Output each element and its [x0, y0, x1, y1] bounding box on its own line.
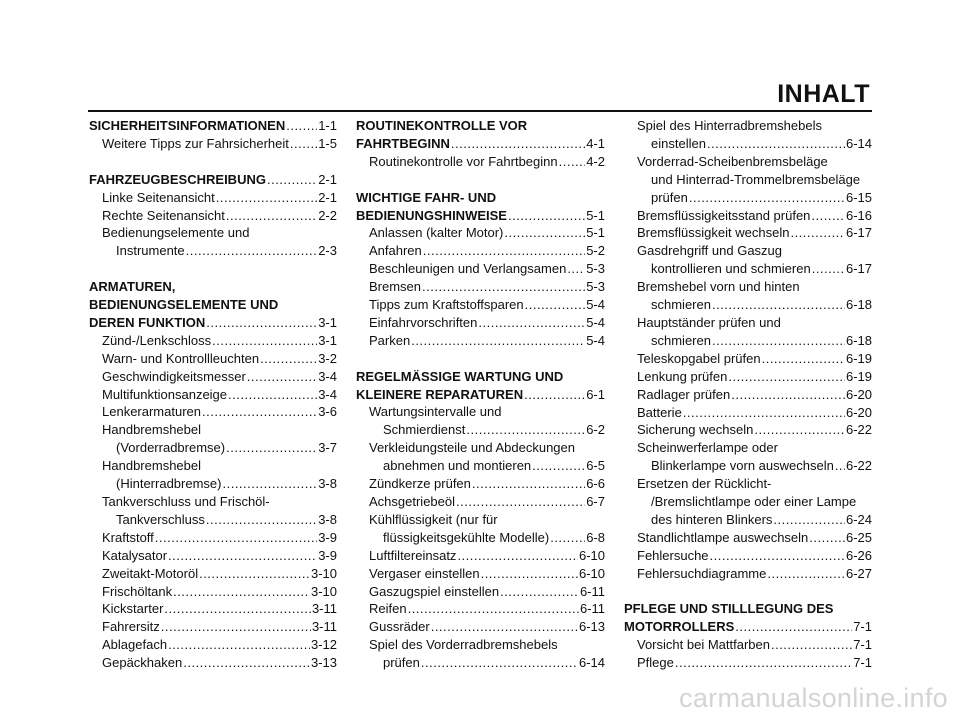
toc-entry[interactable] [624, 224, 872, 242]
dot-leader [226, 207, 317, 225]
toc-page-number: 6-11 [579, 601, 605, 617]
toc-entry[interactable] [356, 547, 605, 565]
toc-entry-title: Lenkerarmaturen [102, 404, 201, 420]
toc-entry-title: Beschleunigen und Verlangsamen [369, 261, 567, 277]
toc-page-number: 1-5 [318, 135, 337, 151]
dot-leader [451, 135, 585, 153]
toc-entry-title: flüssigkeitsgekühlte Modelle) [383, 529, 550, 545]
toc-entry[interactable] [89, 654, 337, 672]
toc-entry-title: des hinteren Blinkers [651, 511, 773, 527]
toc-entry-title: Gaszugspiel einstellen [369, 583, 500, 599]
toc-page-number: 2-2 [318, 207, 337, 223]
toc-page-number: 3-7 [318, 440, 337, 456]
toc-entry-title: Ablagefach [102, 637, 168, 653]
toc-entry-line: Spiel des Vorderradbremshebels [369, 637, 558, 653]
toc-entry-title: (Hinterradbremse) [116, 476, 222, 492]
toc-page-number: 2-1 [318, 171, 337, 187]
dot-leader [456, 493, 585, 511]
toc-entry-title: Standlichtlampe auswechseln [637, 529, 809, 545]
toc-entry-title: Anlassen (kalter Motor) [369, 225, 504, 241]
toc-entry-title: FAHRZEUGBESCHREIBUNG [89, 171, 266, 187]
toc-page-number: 6-10 [578, 565, 605, 581]
toc-page-number: 3-4 [318, 368, 337, 384]
toc-page-number: 6-20 [845, 404, 872, 420]
toc-page-number: 3-1 [318, 332, 337, 348]
toc-entry-title: (Vorderradbremse) [116, 440, 226, 456]
toc-entry[interactable] [89, 511, 337, 529]
dot-leader [525, 296, 586, 314]
toc-entry-line: Wartungsintervalle und [369, 404, 502, 420]
toc-entry-title: SICHERHEITSINFORMATIONEN [89, 118, 286, 133]
toc-entry-title: Vorsicht bei Mattfarben [637, 637, 770, 653]
dot-leader [771, 636, 852, 654]
toc-page-number: 6-25 [845, 529, 872, 545]
dot-leader [228, 386, 317, 404]
dot-leader [216, 189, 317, 207]
toc-entry-title: Batterie [637, 404, 682, 420]
dot-leader [767, 565, 845, 583]
dot-leader [712, 332, 845, 350]
dot-leader [421, 654, 578, 672]
toc-section-heading-line: ROUTINEKONTROLLE VOR [356, 118, 528, 133]
dot-leader [728, 368, 845, 386]
dot-leader [508, 207, 585, 225]
toc-entry-title: Kraftstoff [102, 529, 154, 545]
dot-leader [206, 511, 317, 529]
dot-leader [431, 618, 578, 636]
toc-page-number: 5-3 [586, 279, 605, 295]
toc-entry[interactable] [356, 242, 605, 260]
toc-page-number: 4-2 [586, 153, 605, 169]
toc-entry[interactable] [356, 278, 605, 296]
toc-page-number: 6-20 [845, 386, 872, 402]
toc-section-entry[interactable] [624, 618, 872, 636]
toc-entry[interactable] [89, 565, 337, 583]
toc-section-heading-line: ARMATUREN, [89, 279, 176, 295]
toc-page-number: 5-1 [586, 207, 605, 223]
toc-page-number: 3-10 [310, 565, 337, 581]
dot-leader [222, 475, 317, 493]
toc-entry[interactable] [356, 618, 605, 636]
toc-entry-line: /Bremslichtlampe oder einer Lampe [651, 494, 857, 510]
toc-entry-title: Blinkerlampe vorn auswechseln [651, 458, 834, 474]
toc-page-number: 6-22 [845, 422, 872, 438]
toc-page-number: 6-6 [586, 476, 605, 492]
dot-leader [550, 529, 585, 547]
toc-page-number: 6-27 [845, 565, 872, 581]
toc-entry[interactable] [624, 386, 872, 404]
toc-entry-title: Rechte Seitenansicht [102, 207, 225, 223]
toc-page-number: 6-17 [845, 225, 872, 241]
toc-entry-title: schmieren [651, 332, 711, 348]
toc-entry-line: und Hinterrad-Trommelbremsbeläge [651, 171, 861, 187]
toc-page-number: 6-24 [845, 511, 872, 527]
dot-leader [710, 547, 845, 565]
toc-entry-title: Sicherung wechseln [637, 422, 754, 438]
dot-leader [422, 278, 585, 296]
toc-entry-title: Tipps zum Kraftstoffsparen [369, 297, 524, 313]
toc-entry-title: Bremsen [369, 279, 422, 295]
toc-page-number: 3-2 [318, 350, 337, 366]
toc-page-number: 6-14 [845, 135, 872, 151]
dot-leader [532, 457, 585, 475]
toc-spacer [89, 153, 337, 171]
toc-page-number: 6-18 [845, 297, 872, 313]
toc-entry[interactable] [624, 565, 872, 583]
toc-entry[interactable] [356, 314, 605, 332]
toc-page-number: 7-1 [853, 619, 872, 635]
dot-leader [500, 583, 579, 601]
toc-entry[interactable] [89, 529, 337, 547]
toc-page-number: 6-7 [586, 494, 605, 509]
toc-page-number: 6-13 [578, 619, 605, 635]
toc-entry-title: Multifunktionsanzeige [102, 386, 228, 402]
toc-entry[interactable] [624, 189, 872, 207]
toc-section-heading-line: PFLEGE UND STILLLEGUNG DES [624, 601, 834, 617]
toc-entry-title: Fehlersuche [637, 547, 709, 563]
toc-page-number: 2-3 [318, 243, 337, 259]
toc-page-number: 6-11 [579, 583, 605, 599]
dot-leader [675, 654, 852, 672]
toc-spacer [89, 260, 337, 278]
toc-entry[interactable] [624, 421, 872, 439]
toc-page-number: 6-18 [845, 332, 872, 348]
dot-leader [290, 135, 317, 153]
toc-entry-title: Einfahrvorschriften [369, 314, 478, 330]
toc-page-number: 6-22 [845, 458, 872, 474]
toc-entry[interactable] [356, 600, 605, 618]
toc-section-entry[interactable] [89, 171, 337, 189]
toc-section-entry[interactable] [356, 207, 605, 225]
toc-entry[interactable] [624, 350, 872, 368]
toc-section-entry[interactable] [89, 314, 337, 332]
dot-leader [199, 565, 310, 583]
toc-entry[interactable] [624, 404, 872, 422]
toc-entry-line: Spiel des Hinterradbremshebels [637, 118, 822, 133]
toc-entry-title: schmieren [651, 297, 711, 313]
toc-page-number: 6-19 [845, 350, 872, 366]
toc-section-heading-line: BEDIENUNGSELEMENTE UND [89, 297, 279, 313]
toc-entry[interactable] [89, 583, 337, 601]
toc-column-1 [89, 117, 337, 672]
toc-entry-title: BEDIENUNGSHINWEISE [356, 207, 507, 223]
toc-page-number: 5-2 [586, 243, 605, 259]
toc-page-number: 3-8 [318, 511, 337, 527]
toc-page-number: 5-3 [586, 261, 605, 277]
toc-page-number: 5-4 [586, 314, 605, 330]
toc-entry-line: Bremshebel vorn und hinten [637, 279, 800, 295]
dot-leader [411, 332, 585, 350]
toc-entry-title: Fehlersuchdiagramme [637, 565, 767, 581]
toc-section-entry[interactable] [89, 117, 337, 135]
dot-leader [762, 350, 845, 368]
toc-page-number: 7-1 [853, 655, 872, 671]
dot-leader [423, 242, 585, 260]
page-title: INHALT [777, 80, 870, 108]
toc-page-number: 3-4 [318, 386, 337, 402]
toc-entry[interactable] [89, 403, 337, 421]
toc-page-number: 5-1 [586, 225, 605, 241]
dot-leader [683, 404, 845, 422]
dot-leader [186, 242, 318, 260]
toc-entry-title: kontrollieren und schmieren [651, 261, 811, 277]
toc-entry-title: Bremsflüssigkeit wechseln [637, 225, 790, 241]
toc-page-number: 6-8 [586, 529, 605, 545]
toc-entry-title: Bremsflüssigkeitsstand prüfen [637, 207, 811, 223]
dot-leader [835, 457, 845, 475]
toc-entry-title: Zünd-/Lenkschloss [102, 332, 212, 348]
toc-entry-title: MOTORROLLERS [624, 619, 735, 635]
toc-entry-title: Tankverschluss [116, 511, 205, 527]
toc-entry[interactable] [624, 529, 872, 547]
dot-leader [408, 600, 579, 618]
toc-spacer [356, 350, 605, 368]
toc-column-2 [356, 117, 605, 672]
toc-entry-title: Linke Seitenansicht [102, 189, 215, 205]
toc-entry-title: Geschwindigkeitsmesser [102, 368, 246, 384]
toc-entry[interactable] [89, 386, 337, 404]
dot-leader [712, 296, 845, 314]
toc-entry-title: Anfahren [369, 243, 422, 259]
toc-page-number: 3-13 [310, 655, 337, 671]
toc-page-number: 3-1 [318, 314, 337, 330]
toc-entry-line: Gasdrehgriff und Gaszug [637, 243, 783, 259]
dot-leader [689, 189, 845, 207]
dot-leader [267, 171, 317, 189]
toc-page-number: 2-1 [318, 189, 337, 205]
toc-entry-title: Pflege [637, 655, 674, 671]
dot-leader [472, 475, 585, 493]
toc-entry[interactable] [624, 654, 872, 672]
toc-entry[interactable] [89, 475, 337, 493]
toc-spacer [356, 171, 605, 189]
toc-entry-title: prüfen [383, 655, 420, 671]
dot-leader [478, 314, 585, 332]
dot-leader [811, 207, 845, 225]
toc-entry-title: Luftfiltereinsatz [369, 547, 457, 563]
toc-entry-line: Bedienungselemente und [102, 225, 250, 241]
toc-entry[interactable] [356, 296, 605, 314]
toc-entry-title: Weitere Tipps zur Fahrsicherheit [102, 135, 289, 151]
toc-entry-title: KLEINERE REPARATUREN [356, 386, 524, 402]
toc-entry[interactable] [624, 368, 872, 386]
toc-entry-title: Lenkung prüfen [637, 368, 728, 384]
toc-entry[interactable] [624, 332, 872, 350]
toc-entry[interactable] [624, 457, 872, 475]
toc-entry[interactable] [89, 332, 337, 350]
toc-page-number: 6-17 [845, 261, 872, 277]
toc-page-number: 6-5 [586, 458, 605, 474]
toc-section-heading-line: REGELMÄSSIGE WARTUNG UND [356, 368, 564, 384]
toc-page-number: 5-4 [586, 332, 605, 348]
toc-entry[interactable] [89, 600, 337, 618]
toc-spacer [624, 583, 872, 601]
toc-page-number: 3-11 [311, 601, 337, 617]
dot-leader [567, 260, 585, 278]
toc-page-number: 3-10 [310, 583, 337, 599]
toc-entry-line: Handbremshebel [102, 422, 202, 438]
dot-leader [481, 565, 578, 583]
toc-page-number: 5-4 [586, 297, 605, 313]
toc-entry-title: Frischöltank [102, 583, 173, 599]
toc-entry[interactable] [624, 296, 872, 314]
toc-entry[interactable] [356, 583, 605, 601]
dot-leader [202, 403, 317, 421]
toc-entry[interactable] [356, 475, 605, 493]
toc-entry-line: Ersetzen der Rücklicht- [637, 476, 772, 492]
dot-leader [735, 618, 852, 636]
dot-leader [504, 224, 585, 242]
toc-entry-line: Tankverschluss und Frischöl- [102, 494, 270, 509]
toc-entry-title: Radlager prüfen [637, 386, 731, 402]
dot-leader [809, 529, 845, 547]
dot-leader [524, 386, 585, 404]
toc-entry-title: Warn- und Kontrollleuchten [102, 350, 260, 366]
dot-leader [161, 618, 311, 636]
toc-page-number: 6-15 [845, 189, 872, 205]
toc-entry-title: Kickstarter [102, 601, 164, 617]
toc-entry-title: Schmierdienst [383, 422, 466, 438]
toc-entry-title: einstellen [651, 135, 706, 151]
toc-entry[interactable] [624, 636, 872, 654]
toc-section-entry[interactable] [356, 386, 605, 404]
toc-section-heading-line: WICHTIGE FAHR- UND [356, 189, 497, 205]
toc-entry[interactable] [356, 153, 605, 171]
toc-page-number: 4-1 [586, 135, 605, 151]
toc-page-number: 3-6 [318, 404, 337, 420]
toc-entry[interactable] [356, 332, 605, 350]
toc-entry-title: Instrumente [116, 243, 185, 259]
toc-entry-line: Vorderrad-Scheibenbremsbeläge [637, 153, 828, 169]
toc-column-3 [624, 117, 872, 672]
dot-leader [168, 636, 310, 654]
toc-entry-title: Teleskopgabel prüfen [637, 350, 761, 366]
toc-page-number: 6-14 [578, 655, 605, 671]
dot-leader [260, 350, 317, 368]
toc-section-entry[interactable] [356, 135, 605, 153]
toc-page-number: 6-19 [845, 368, 872, 384]
toc-entry[interactable] [89, 439, 337, 457]
toc-entry[interactable] [356, 493, 605, 511]
toc-entry-title: Zweitakt-Motoröl [102, 565, 199, 581]
toc-entry[interactable] [89, 618, 337, 636]
dot-leader [707, 135, 845, 153]
dot-leader [731, 386, 845, 404]
dot-leader [466, 421, 585, 439]
toc-entry-line: Kühlflüssigkeit (nur für [369, 511, 498, 527]
toc-entry[interactable] [89, 636, 337, 654]
toc-entry-title: Routinekontrolle vor Fahrtbeginn [369, 153, 558, 169]
toc-entry[interactable] [356, 654, 605, 672]
toc-entry[interactable] [356, 224, 605, 242]
toc-entry[interactable] [89, 350, 337, 368]
toc-entry-title: Gepäckhaken [102, 655, 183, 671]
toc-entry[interactable] [624, 135, 872, 153]
toc-page-number: 3-8 [318, 476, 337, 492]
toc-page-number: 6-10 [578, 547, 605, 563]
toc-entry-line: Hauptständer prüfen und [637, 314, 781, 330]
toc-entry-title: Reifen [369, 601, 407, 617]
toc-entry-title: abnehmen und montieren [383, 458, 532, 474]
dot-leader [812, 260, 845, 278]
toc-entry[interactable] [624, 511, 872, 529]
toc-page-number: 1-1 [318, 118, 337, 133]
toc-entry[interactable] [89, 189, 337, 207]
toc-entry[interactable] [89, 368, 337, 386]
toc-page-number: 6-1 [586, 386, 605, 402]
dot-leader [226, 439, 317, 457]
toc-entry[interactable] [89, 135, 337, 153]
toc-entry[interactable] [89, 547, 337, 565]
toc-entry-title: prüfen [651, 189, 688, 205]
toc-entry-line: Handbremshebel [102, 458, 202, 474]
dot-leader [286, 117, 317, 135]
toc-page-number: 3-12 [310, 637, 337, 653]
toc-page-number: 3-9 [318, 529, 337, 545]
toc-entry[interactable] [89, 207, 337, 225]
dot-leader [173, 583, 310, 601]
toc-entry-title: Parken [369, 332, 411, 348]
dot-leader [754, 421, 845, 439]
toc-entry-line: Verkleidungsteile und Abdeckungen [369, 440, 575, 456]
toc-entry-title: Gussräder [369, 619, 430, 635]
toc-entry[interactable] [356, 260, 605, 278]
toc-page-number: 6-16 [845, 207, 872, 223]
dot-leader [790, 224, 845, 242]
toc-entry[interactable] [624, 260, 872, 278]
dot-leader [183, 654, 310, 672]
toc-page-number: 7-1 [853, 637, 872, 653]
watermark-text: carmanualsonline.info [679, 683, 948, 713]
toc-entry-title: DEREN FUNKTION [89, 314, 206, 330]
toc-entry-title: Vergaser einstellen [369, 565, 480, 581]
toc-entry[interactable] [356, 565, 605, 583]
toc-entry-title: Fahrersitz [102, 619, 160, 635]
toc-entry[interactable] [624, 207, 872, 225]
toc-entry-title: Katalysator [102, 547, 168, 563]
toc-entry[interactable] [356, 457, 605, 475]
dot-leader [206, 314, 317, 332]
title-rule [88, 110, 872, 112]
dot-leader [164, 600, 311, 618]
toc-entry[interactable] [89, 242, 337, 260]
toc-entry[interactable] [356, 421, 605, 439]
dot-leader [247, 368, 317, 386]
dot-leader [155, 529, 317, 547]
toc-page-number: 6-26 [845, 547, 872, 563]
toc-page-number: 3-11 [311, 619, 337, 635]
toc-entry[interactable] [624, 547, 872, 565]
dot-leader [457, 547, 578, 565]
toc-entry-title: Achsgetriebeöl [369, 494, 455, 509]
dot-leader [212, 332, 317, 350]
dot-leader [168, 547, 317, 565]
dot-leader [559, 153, 586, 171]
toc-entry-title: Zündkerze prüfen [369, 476, 471, 492]
toc-entry-line: Scheinwerferlampe oder [637, 440, 778, 456]
toc-entry[interactable] [356, 529, 605, 547]
dot-leader [773, 511, 845, 529]
toc-entry-title: FAHRTBEGINN [356, 135, 450, 151]
toc-page-number: 3-9 [318, 547, 337, 563]
toc-page-number: 6-2 [586, 422, 605, 438]
